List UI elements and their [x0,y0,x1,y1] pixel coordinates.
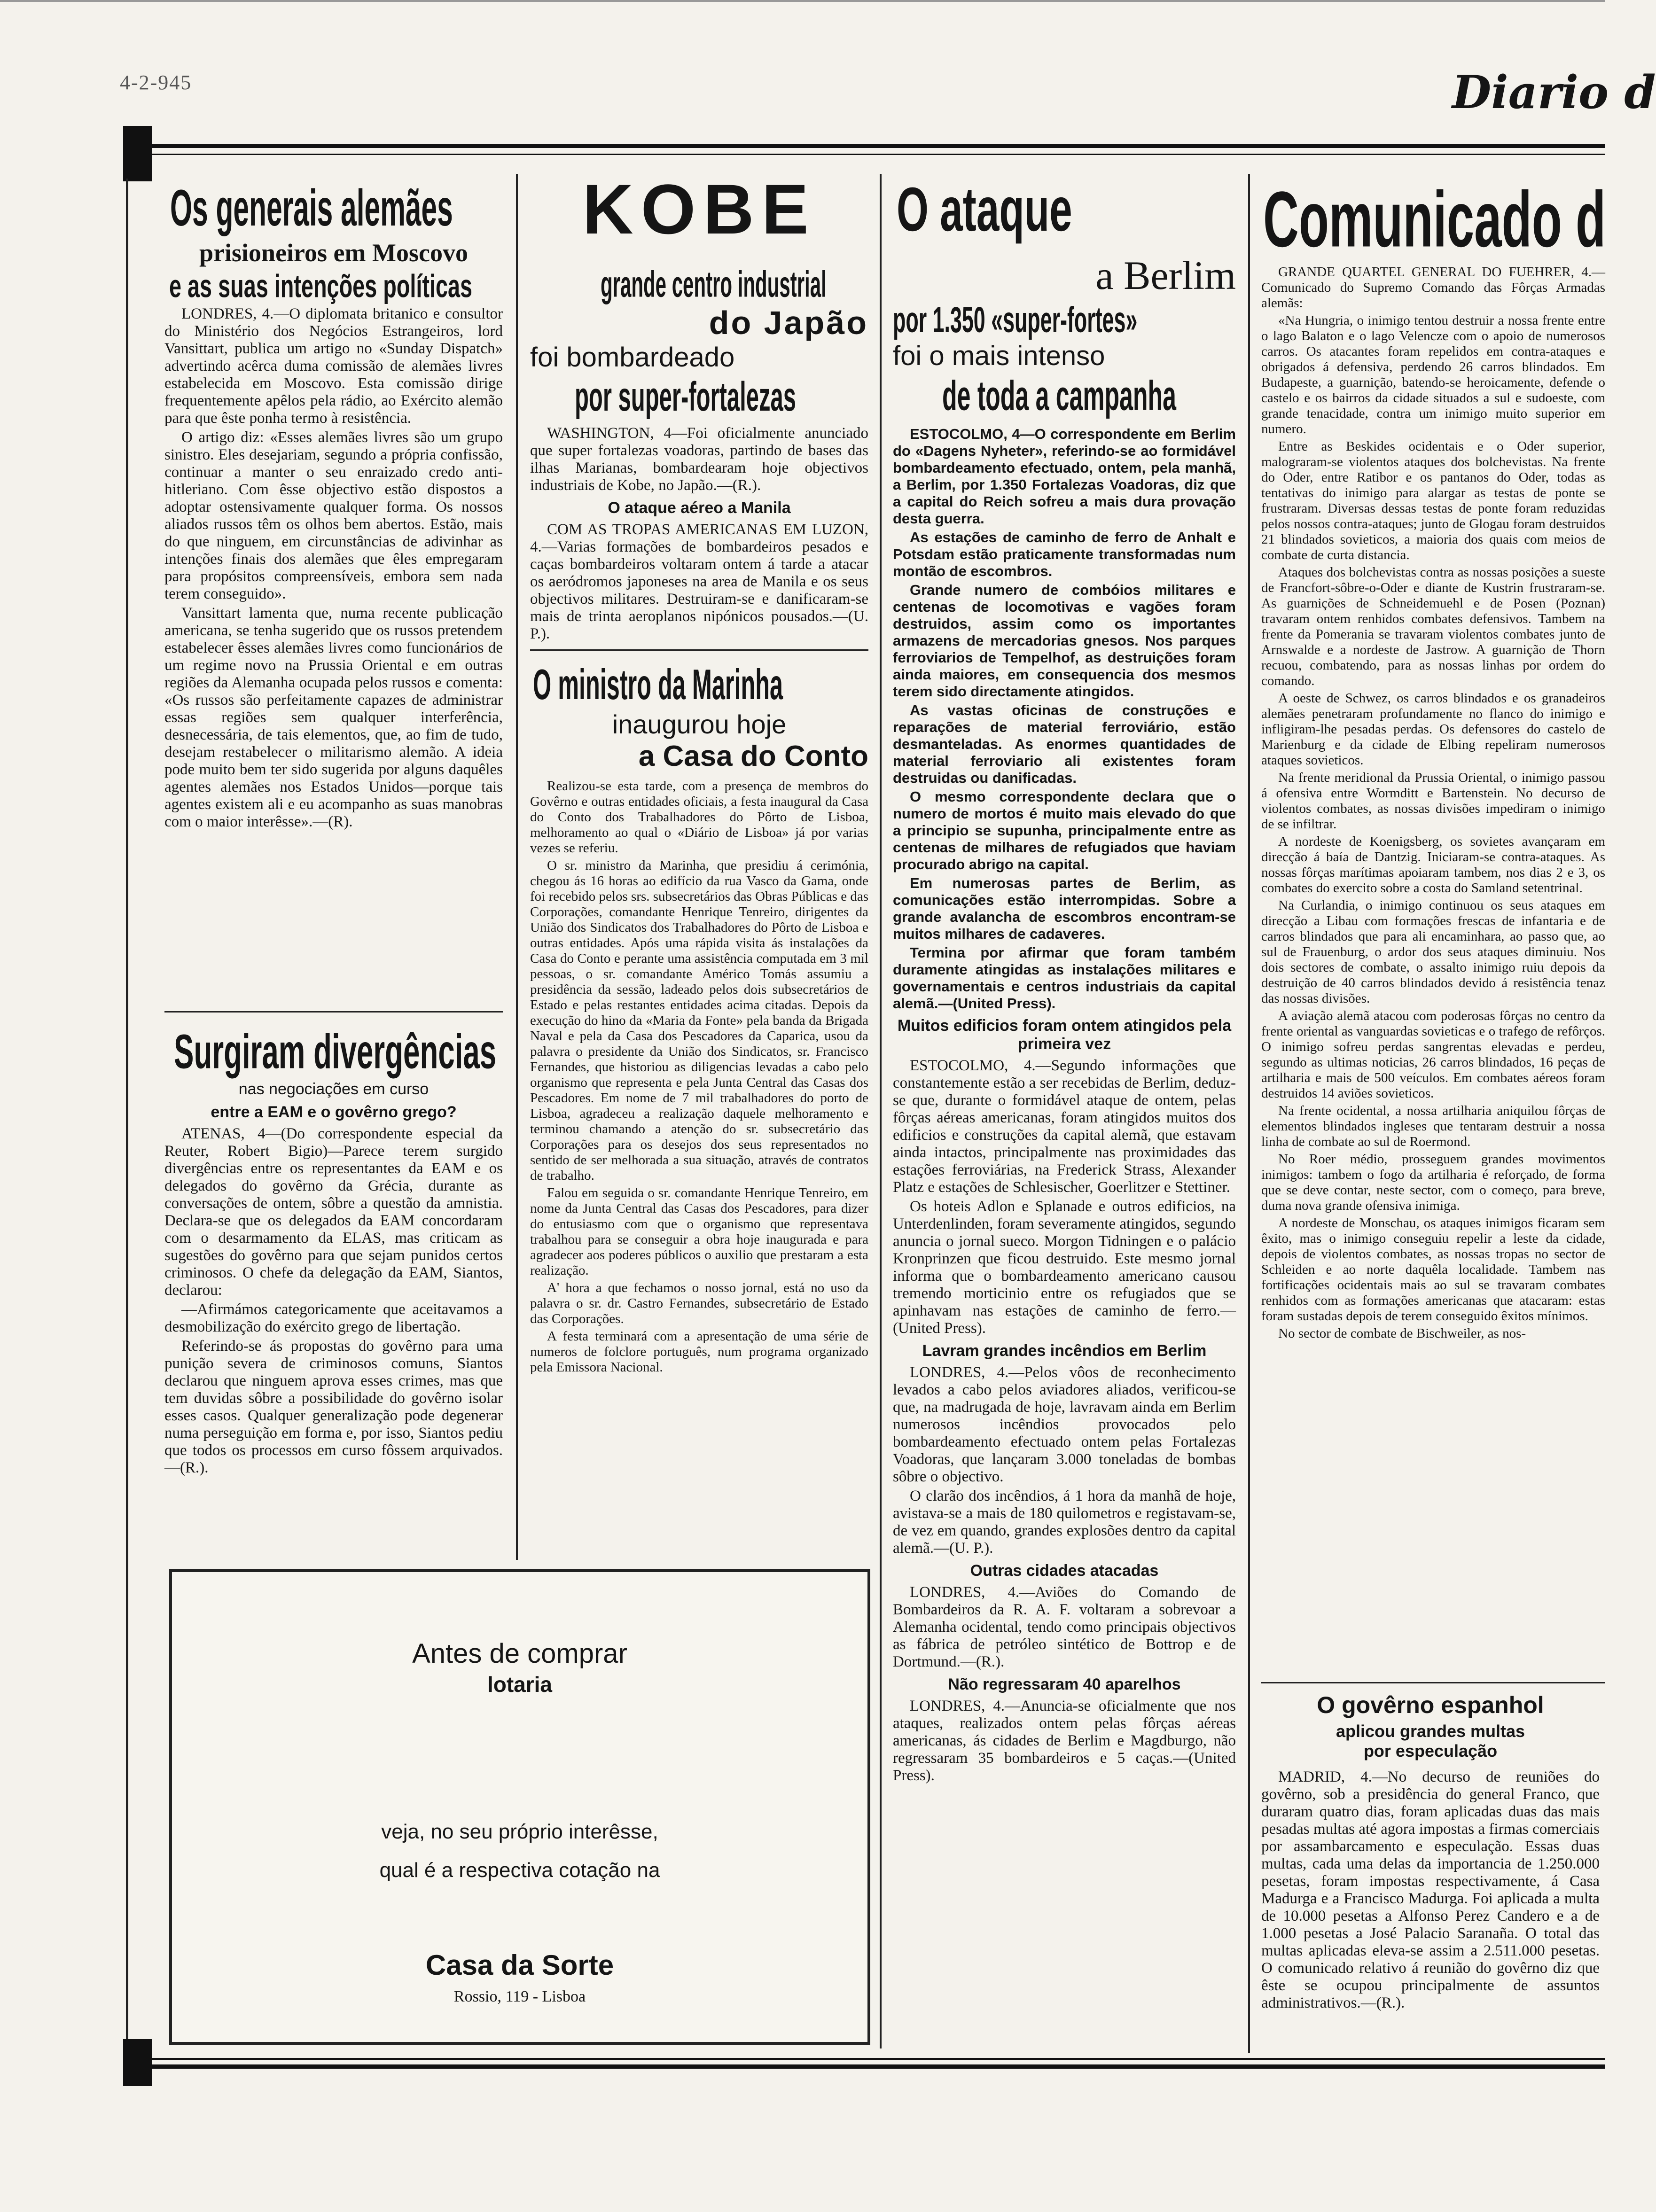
headline-ataque: O ataque [897,175,1072,245]
article-divergencias-p2: —Afirmámos categoricamente que aceitavamos a desmobilização do exército grego de libertação. [164,1301,503,1335]
headline-kobe-sub4: por super-fortalezas [575,374,797,420]
corner-block-bottom [123,2039,152,2086]
column-4-lower [1261,1691,1600,2058]
issue-date: 4-2-945 [120,71,192,94]
article-marinha-p3: Falou em seguida o sr. comandante Henrique Tenreiro, em nome da Junta Central das Casas dos Pescadores, para dizer do entusiasmo com que o organismo que representava trabalhou para se conseguir a obra hoje inaugurada e para agradecer aos poderes públicos o auxilio que prestaram a esta realização. [530,1185,868,1278]
column-1 [164,179,503,1062]
left-border-line [126,179,128,2077]
column-divider-2 [880,174,882,2048]
article-comunicado-p4: Ataques dos bolchevistas contra as nossas posições a sueste de Francfort-sôbre-o-Oder e diante de Kustrin frustraram-se. As guarnições de Schneidemuehl e de Posen (Poznan) travaram ontem renhidos combates defensivos. Tambem na frente da Pomerania se travaram violentos combates junto de Arnswalde e a nordeste de Jastrow. A guarnição de Thorn recuou, combatendo, para as nossas linhas por ordem do comando. [1261,565,1605,688]
article-ataque-p6: Em numerosas partes de Berlim, as comunicações estão interrompidas. Sobre a grande avalancha de escombros encontram-se muitos milhares de cadaveres. [893,875,1236,942]
article-incendios-p2: O clarão dos incêndios, á 1 hora da manhã de hoje, avistava-se a mais de 180 quilometros e registavam-se, de vez em quando, grandes explosões dentro da capital alemã.—(U. P.). [893,1488,1236,1557]
headline-marinha: O ministro da Marinha [533,661,783,709]
column-1-divider [164,1011,503,1013]
column-2 [530,170,868,1565]
article-incendios-p1: LONDRES, 4.—Pelos vôos de reconhecimento levados a cabo pelos aviadores aliados, verificou-se que, na madrugada de hoje, lavravam ainda em Berlim numerosos incêndios provocados pelo bombardeamento efectuado ontem pelas Fortalezas Voadoras, que lançaram 3.000 toneladas de bombas sôbre o objectivo. [893,1364,1236,1485]
ad-line-6: Rossio, 119 - Lisboa [453,1988,586,2005]
corner-block-top [123,126,152,181]
headline-generais-sub1: prisioneiros em Moscovo [199,239,468,267]
headline-kobe-sub2: do Japão [709,304,868,341]
article-comunicado-p11: No Roer médio, prosseguem grandes movimentos inimigos: tambem o fogo da artilharia é reforçado, de forma que se deve contar, neste sector, com o começo, para breve, duma nova grande ofensiva inimiga. [1261,1152,1605,1213]
headline-kobe-sub1: grande centro industrial [601,264,827,305]
article-ataque-p5: O mesmo correspondente declara que o numero de mortos é muito mais elevado do que a principio se supunha, principalmente entre as centenas de milhares de refugiados que haviam procurado abrigo na capital. [893,788,1236,872]
column-divider-3 [1248,174,1250,2053]
column-4-divider [1261,1682,1605,1683]
article-ataque-p2: As estações de caminho de ferro de Anhalt e Potsdam estão praticamente transformadas num montão de escombros. [893,529,1236,579]
headline-espanhol: O govêrno espanhol [1317,1692,1544,1718]
article-ataque-p4: As vastas oficinas de construções e reparações de material ferroviário, estão desmanteladas. As enormes quantidades de material ferroviario ali existentes foram destruidas ou danificadas. [893,702,1236,786]
ad-line-1: Antes de comprar [412,1638,627,1669]
headline-espanhol-sub1: aplicou grandes multas [1336,1721,1525,1741]
headline-marinha-sub2: a Casa do Conto [638,740,868,772]
subhead-aparelhos: Não regressaram 40 aparelhos [948,1675,1181,1693]
article-generais-p3: Vansittart lamenta que, numa recente publicação americana, se tenha sugerido que os russos pretendem estabelecer êsses alemães livres como funcionários de um regime novo na Prussia Oriental e em outras regiões da Alemanha ocupada pelos russos e comenta: «Os russos são perfeitamente capazes de administrar essas regiões sem qualquer interferência, desnecessária, de tais elementos, que, ao fim de tudo, desejam restabelecer o militarismo alemão. A ideia pode muito bem ter sido sugerida por alguns daquêles agentes alemães nos Estados Unidos—porque tais agentes existem ali e eu acompanho as suas manobras com o maior interêsse».—(R). [164,605,503,830]
column-2-divider [530,649,868,651]
article-espanhol-p1: MADRID, 4.—No decurso de reuniões do govêrno, sob a presidência do general Franco, que duraram quatro dias, foram aplicadas duas das mais pesadas multas até agora impostas a firmas comerciais por assambarcamento e especulação. Essas duas multas, cada uma delas da importancia de 1.250.000 pesetas, foram impostas respectivamente, á Casa Madurga e a Francisco Madurga. Foi aplicada a multa de 10.000 pesetas a Alfonso Perez Candero e a de 1.000 pesetas a José Palacio Saranaña. O total das multas aplicadas eleva-se assim a 2.511.000 pesetas. O comunicado relativo á reunião do govêrno diz que êste se ocupou principalmente de assuntos administrativos.—(R.). [1261,1768,1600,2011]
article-aparelhos-p1: LONDRES, 4.—Anuncia-se oficialmente que nos ataques, realizados ontem pelas fôrças aéreas americanas, ás cidades de Berlim e Magdburgo, não regressaram 35 bombardeiros e 5 caças.—(United Press). [893,1698,1236,1784]
article-comunicado-p1: GRANDE QUARTEL GENERAL DO FUEHRER, 4.—Comunicado do Supremo Comando das Fôrças Armadas alemãs: [1261,265,1605,311]
headline-espanhol-sub2: por especulação [1363,1741,1498,1760]
article-divergencias-p1: ATENAS, 4—(Do correspondente especial da Reuter, Robert Bigio)—Parece terem surgido divergências entre os representantes da EAM e os delegados do govêrno da Grécia, durante as conversações de ontem, sôbre a questão da amnistia. Declara-se que os delegados da EAM concordaram com o desarmamento da ELAS, mas criticam as sugestões do govêrno para que sejam punidos certos criminosos. O chefe da delegação da EAM, Siantos, declarou: [164,1125,503,1299]
headline-divergencias: Surgiram divergências [174,1025,497,1079]
article-comunicado-p6: Na frente meridional da Prussia Oriental, o inimigo passou á ofensiva entre Wormditt e Bartenstein. No decurso de violentos combates, as nossas divisões impediram o inimigo de se infiltrar. [1261,770,1605,832]
headline-generais-sub2: e as suas intenções políticas [169,268,473,304]
article-comunicado-p2: «Na Hungria, o inimigo tentou destruir a nossa frente entre o lago Balaton e o lago Velencze com o apoio de numerosos carros. Os atacantes foram repelidos em contra-ataques e obrigados á defensiva, perdendo 26 carros blindados. Em Budapeste, a guarnição, batendo-se heroicamente, defende o castelo e os bairros da cidade situados a sul e sudoeste, com grande tenacidade, contra um inimigo muito superior em numero. [1261,313,1605,436]
article-edificios-p1: ESTOCOLMO, 4.—Segundo informações que constantemente estão a ser recebidas de Berlim, deduz-se que, durante o formidável ataque de ontem, pelas fôrças aéreas americanas, foram atingidos muitos dos edificios e construções da capital alemã, que estavam ainda intactos, principalmente nas proximidades das estações ferroviárias, na Frederick Strass, Alexander Platz e estações de Schlesischer, Goerlitzer e Stettiner. [893,1057,1236,1196]
article-ataque-p3: Grande numero de combóios militares e centenas de locomotivas e vagões foram destruidos, assim como os importantes armazens de mercadorias gnesos. Nos parques ferroviarios de Tempelhof, as destruições foram ainda maiores, em consequencia dos mesmos terem sido directamente atingidos. [893,582,1236,700]
ad-line-3: veja, no seu próprio interêsse, [381,1820,658,1843]
headline-kobe: KOBE [582,170,816,249]
article-comunicado-p10: Na frente ocidental, a nossa artilharia aniquilou fôrças de elementos blindados ingleses que tentaram destruir a nossa linha de combate ao sul de Roermond. [1261,1103,1605,1149]
article-marinha-p4: A' hora a que fechamos o nosso jornal, está no uso da palavra o sr. dr. Castro Fernandes, subsecretário de Estado das Corporações. [530,1280,868,1326]
article-comunicado-p9: A aviação alemã atacou com poderosas fôrças no centro da frente oriental as vanguardas sovieticas e o trafego de refôrços. O inimigo sofreu perdas sangrentas elevadas e perdeu, segundo as ultimas noticias, 26 carros blindados, 16 peças de artilharia e mais de 500 veículos. Em combates aéreos foram destruidos 14 aviões sovieticos. [1261,1008,1605,1101]
headline-ataque-sub2: por 1.350 «super-fortes» [893,299,1138,340]
article-comunicado-p8: Na Curlandia, o inimigo continuou os seus ataques em direcção a Libau com formações frescas de infantaria e de carros blindados que para ali encaminhara, ao passo que, ao sul de Frauenburg, o ardor dos seus ataques diminuiu. Nos dois sectores de combate, o assalto inimigo ruiu depois da destruição de 40 carros blindados devido á resistência tenaz das nossas divisões. [1261,898,1605,1006]
headline-divergencias-sub2: entre a EAM e o govêrno grego? [211,1103,457,1121]
article-divergencias-p3: Referindo-se ás propostas do govêrno para uma punição severa de criminosos comuns, Siantos declarou que ninguem aprova esses crimes, mas que tem duvidas sôbre a possibilidade do govêrno isolar esses casos. Qualquer generalização pode degenerar numa perseguição em forma e, por isso, Siantos pediu que todos os processos em curso fôssem arquivados.—(R.). [164,1338,503,1476]
article-ataque-p1: ESTOCOLMO, 4—O correspondente em Berlim do «Dagens Nyheter», referindo-se ao formidável bombardeamento efectuado, ontem, pela manhã, a Berlim, por 1.350 Fortalezas Voadoras, diz que a capital do Reich sofreu a mais dura provação desta guerra. [893,426,1236,527]
newspaper-masthead: Diario d [1452,66,1656,119]
article-comunicado-p5: A oeste de Schwez, os carros blindados e os granadeiros alemães penetraram profundamente no flanco do inimigo e infligiram-lhe pesadas perdas. Os defensores do castelo de Marienburg e da cidade de Elbing repeliram numerosos ataques sovieticos. [1261,691,1605,768]
subhead-incendios: Lavram grandes incêndios em Berlim [922,1342,1207,1360]
headline-divergencias-sub1: nas negociações em curso [238,1080,429,1098]
subhead-edificios: Muitos edificios foram ontem atingidos pela primeira vez [897,1017,1232,1053]
article-generais-p2: O artigo diz: «Esses alemães livres são um grupo sinistro. Eles desejariam, segundo a própria confissão, continuar a manter o seu enraizado credo anti-hitleriano. Com êsse objectivo estão dispostos a adoptar ostensivamente qualquer forma. Os nossos aliados russos têm os olhos bem abertos. Estão, mais do que ninguem, em circunstâncias de adivinhar as intenções finais dos alemães que êles empregaram para propósitos compreensíveis, embora sem nada terem conseguido». [164,429,503,602]
article-comunicado-p13: No sector de combate de Bischweiler, as nos- [1278,1326,1526,1341]
masthead-rule-thin [150,154,1605,155]
masthead-rule-thick [150,144,1605,148]
headline-kobe-sub3: foi bombardeado [530,342,735,373]
article-manila-p1: COM AS TROPAS AMERICANAS EM LUZON, 4.—Varias formações de bombardeiros pesados e caças bombardeiros voltaram ontem á tarde a atacar os aeródromos japoneses na area de Manila e os seus objectivos militares. Destruiram-se e danificaram-se mais de trinta aeroplanos nipónicos pousados.—(U. P.). [530,521,868,642]
subhead-manila: O ataque aéreo a Manila [608,499,791,517]
headline-ataque-sub1: a Berlim [1095,253,1236,298]
article-edificios-p2: Os hoteis Adlon e Splanade e outros edificios, na Unterdenlinden, foram severamente atingidos, segundo anuncia o jornal sueco. Morgon Tidningen e o palácio Kronprinzen que ficou destruido. Este mesmo jornal informa que o bombardeamento americano causou tremendo morticinio entre os refugiados que se apinhavam nas estações de caminho de ferro.—(United Press). [893,1198,1236,1337]
top-edge-line [0,0,1605,2]
article-kobe-p1: WASHINGTON, 4—Foi oficialmente anunciado que super fortalezas voadoras, partindo de bases das ilhas Marianas, bombardearam hoje objectivos industriais de Kobe, no Japão.—(R.). [530,425,868,494]
headline-marinha-sub1: inaugurou hoje [612,709,787,739]
article-ataque-p7: Termina por afirmar que foram também duramente atingidas as instalações militares e governamentais e centros industriais da capital alemã.—(United Press). [893,944,1236,1012]
article-marinha-p5: A festa terminará com a apresentação de uma série de numeros de folclore português, num programa organizado pela Emissora Nacional. [530,1329,868,1375]
article-comunicado-p3: Entre as Beskides ocidentais e o Oder superior, malograram-se violentos ataques dos bolchevistas. Na frente do Oder, entre Ratibor e os pantanos do Oder, todas as tentativas do inimigo para alargar as testas de ponte se frustraram. Diversas dessas testas de ponte foram reduzidas pelos nossos contra-ataques; junto de Glogau foram destruidos 21 blindados sovieticos, a maioria dos quais com meios de combate de curta distancia. [1261,439,1605,562]
article-marinha-p2: O sr. ministro da Marinha, que presidiu á cerimónia, chegou ás 16 horas ao edifício da rua Vasco da Gama, onde foi recebido pelos srs. subsecretários das Obras Públicas e das Corporações, comandante Henrique Tenreiro, dirigentes da União dos Sindicatos dos Trabalhadores do Pôrto de Lisboa e outras entidades. Após uma rápida visita ás instalações da Casa do Conto e perante uma assistência computada em 3 mil pessoas, o sr. comandante Américo Tomás assumiu a presidência da sessão, ladeado pelos dois subsecretários de Estado e pelas restantes entidades acima citadas. Depois da execução do hino da «Maria da Fonte» pela banda da Brigada Naval e pela da Casa dos Pescadores da Caparica, usou da palavra o presidente da União dos Sindicatos, sr. Francisco Fernandes, que historiou as diligencias levadas a cabo pelo organismo que representa e pela Junta Central das Casas dos Pescadores. Em nome de 7 mil trabalhadores do porto de Lisboa, agradeceu a realização daquele melhoramento e terminou chamando a atenção do sr. subsecretário das Corporações para os desejos dos seus representados no sentido de ser melhorada a sua situação, através de contratos de trabalho. [530,858,868,1183]
subhead-outras-cidades: Outras cidades atacadas [970,1562,1159,1580]
headline-comunicado: Comunicado d [1263,175,1606,264]
ad-line-5: Casa da Sorte [425,1949,614,1981]
column-3 [893,174,1236,2058]
article-outras-cidades-p1: LONDRES, 4.—Aviões do Comando de Bombardeiros da R. A. F. voltaram a sobrevoar a Alemanha ocidental, tendo como principais objectivos as fábrica de petróleo sintético de Bottrop e de Dortmund.—(R.). [893,1584,1236,1670]
bottom-rule-thick [150,2064,1605,2069]
headline-generais: Os generais alemães [170,179,453,237]
article-marinha-p1: Realizou-se esta tarde, com a presença de membros do Govêrno e outras entidades oficiais, a festa inaugural da Casa do Conto dos Trabalhadores do Pôrto de Lisboa, melhoramento ao qual o «Diário de Lisboa» já por varias vezes se referiu. [530,779,868,856]
column-divider-1 [516,174,518,1560]
ad-line-2: lotaria [487,1672,553,1697]
article-comunicado-p7: A nordeste de Koenigsberg, os sovietes avançaram em direcção á baía de Dantzig. Iniciaram-se contra-ataques. As nossas fôrças marítimas apoiaram tambem, nos dias 2 e 3, os combates do exercito sobre a costa do Samland setentrinal. [1261,834,1605,896]
headline-ataque-sub4: de toda a campanha [942,372,1176,419]
headline-ataque-sub3: foi o mais intenso [893,341,1105,371]
ad-line-4: qual é a respectiva cotação na [379,1859,660,1882]
article-comunicado-p12: A nordeste de Monschau, os ataques inimigos ficaram sem êxito, mas o inimigo conseguiu repelir a leste da cidade, depois de violentos combates, as nossas tropas no sector de Schleiden e ao norte daquêla localidade. Tambem nas fortificações ocidentais mais ao sul se travaram combates renhidos com as formações americanas que atacaram: estas foram sustadas depois de terem conseguido êxitos mínimos. [1261,1215,1605,1324]
article-generais-p1: LONDRES, 4.—O diplomata britanico e consultor do Ministério dos Negócios Estrangeiros, lord Vansittart, publica um artigo no «Sunday Dispatch» advertindo acêrca duma comissão de alemães livres estabelecida em Moscovo. Esta comissão dirige frequentemente apêlos pela rádio, ao Exército alemão para que êste ponha termo à resistência. [164,305,503,427]
lottery-advertisement [169,1569,870,2045]
bottom-rule-thin [150,2058,1605,2060]
